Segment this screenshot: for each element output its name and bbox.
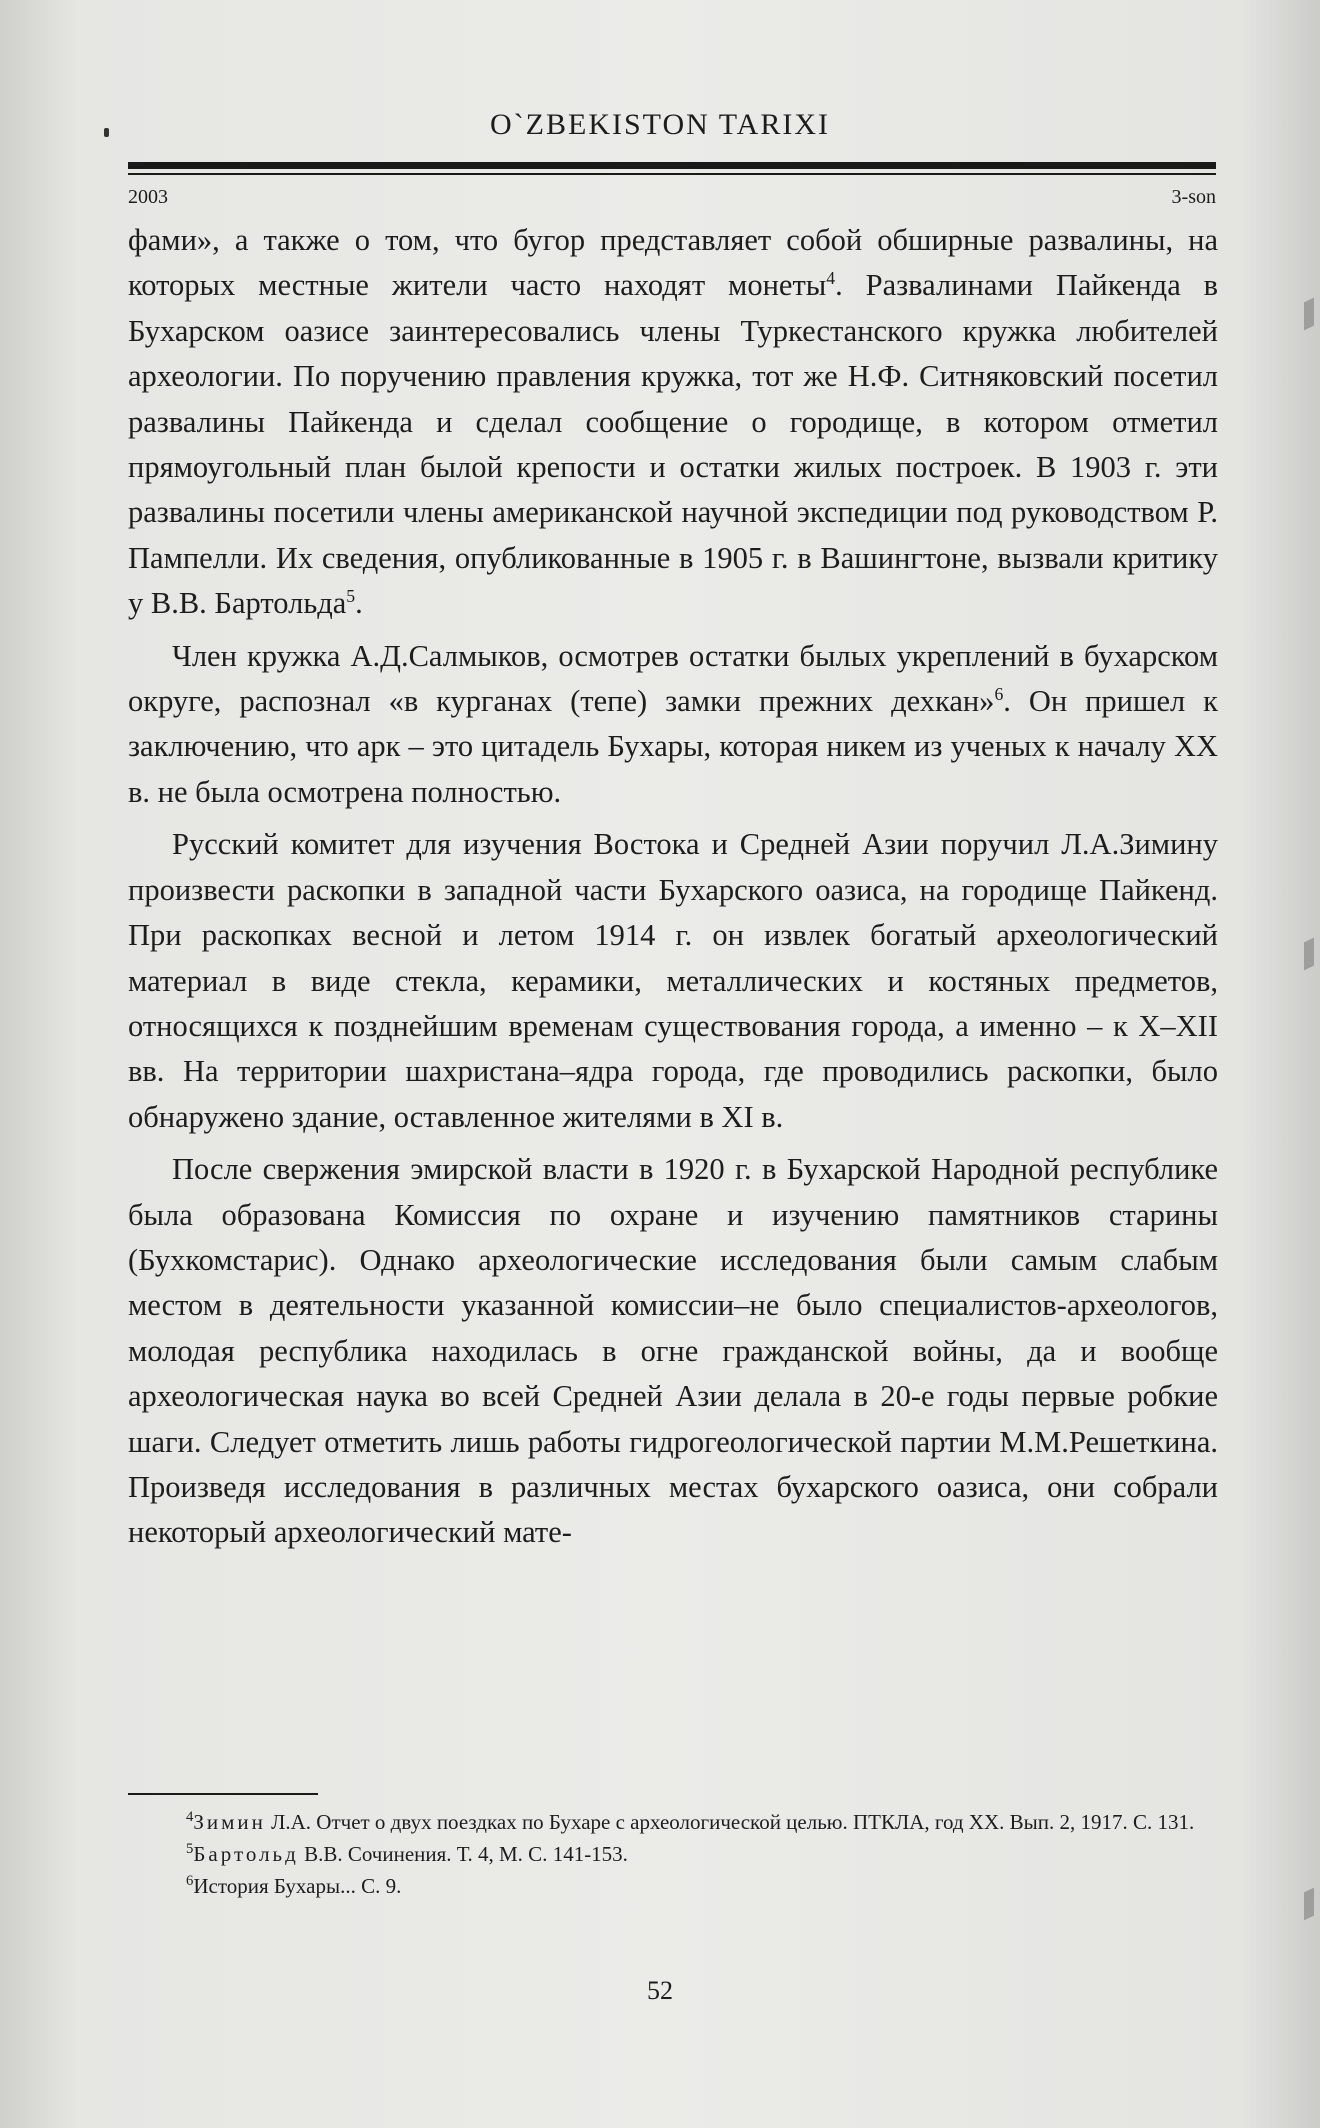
text-run: После свержения эмирской власти в 1920 г. в Бухарской Народной республике была образована Комиссия по охране и изучению памятников старины (Бухкомстарис). Однако археологические исследования были самым слабым местом в деятельности указанной комиссии–не было специалистов-археологов, молодая республика находилась в огне гражданской войны, да и вообще археологическая наука во всей Средней Азии делала в 20-е годы первые робкие шаги. Следует отметить лишь работы гидрогеологической партии М.М.Решеткина. Произведя исследования в различных местах бухарского оазиса, они собрали некоторый археологический мате- — [128, 1152, 1218, 1550]
footnote-ref: 4 — [826, 268, 836, 289]
edge-mark — [1304, 298, 1314, 331]
text-run: . Он пришел к заключению, что арк – это цитадель Бухары, которая никем из ученых к началу XX в. не была осмотрена полностью. — [128, 684, 1218, 809]
header-rule-thin — [128, 173, 1216, 175]
edge-mark — [1304, 938, 1314, 971]
paragraph-p1 — [128, 218, 1218, 627]
header-year: 2003 — [128, 186, 168, 208]
footnote-number: 4 — [186, 1809, 194, 1825]
paragraph-p2 — [128, 634, 1218, 816]
text-run: . — [355, 586, 363, 621]
text-run: Член кружка А.Д.Салмыков, осмотрев остатки былых укреплений в бухарском округе, распознал «в курганах (тепе) замки прежних дехкан» — [128, 638, 1218, 719]
footnote-ref: 6 — [994, 683, 1004, 704]
text-run: . Развалинами Пайкенда в Бухарском оазисе заинтересовались члены Туркестанского кружка любителей археологии. По поручению правления кружка, тот же Н.Ф. Ситняковский посетил развалины Пайкенда и сделал сообщение о городище, в котором отметил прямоугольный план былой крепости и остатки жилых построек. В 1903 г. эти развалины посетили члены американской научной экспедиции под руководством Р. Пампелли. Их сведения, опубликованные в 1905 г. в Вашингтоне, вызвали критику у В.В. Бартольда — [128, 268, 1218, 621]
edge-mark — [1304, 1888, 1314, 1921]
header-rule-thick — [128, 162, 1216, 169]
footnote-text: В.В. Сочинения. Т. 4, М. С. 141-153. — [298, 1842, 628, 1866]
paragraph-p4 — [128, 1147, 1218, 1556]
footnotes — [128, 1806, 1216, 1902]
journal-title: O`ZBEKISTON TARIXI — [490, 108, 830, 141]
footnote-6 — [128, 1870, 1216, 1902]
footnote-author: Зимин — [193, 1810, 266, 1834]
footnote-text: История Бухары... С. 9. — [193, 1874, 402, 1898]
footnote-4 — [128, 1806, 1216, 1838]
body-text — [128, 218, 1218, 1563]
header-issue: 3-son — [1171, 186, 1216, 208]
page-number: 52 — [647, 1976, 673, 2005]
footnote-number: 5 — [186, 1841, 194, 1857]
text-run: фами», а также о том, что бугор представляет собой обширные развалины, на которых местные жители часто находят монеты — [128, 223, 1218, 303]
text-run: Русский комитет для изучения Востока и Средней Азии поручил Л.А.Зимину произвести раскопки в западной части Бухарского оазиса, на городище Пайкенд. При раскопках весной и летом 1914 г. он извлек богатый археологический материал в виде стекла, керамики, металлических и костяных предметов, относящихся к позднейшим временам существования города, а именно – к X–XII вв. На территории шахристана–ядра города, где проводились раскопки, было обнаружено здание, оставленное жителями в XI в. — [128, 827, 1218, 1134]
paragraph-p3 — [128, 822, 1218, 1140]
footnote-author: Бартольд — [193, 1842, 299, 1866]
footnote-rule — [128, 1793, 318, 1795]
footnote-text: Л.А. Отчет о двух поездках по Бухаре с археологической целью. ПТКЛА, год XX. Вып. 2, 1917. С. 131. — [265, 1810, 1195, 1834]
footnote-number: 6 — [186, 1873, 194, 1889]
footnote-ref: 5 — [346, 586, 356, 607]
footnote-5 — [128, 1838, 1216, 1870]
